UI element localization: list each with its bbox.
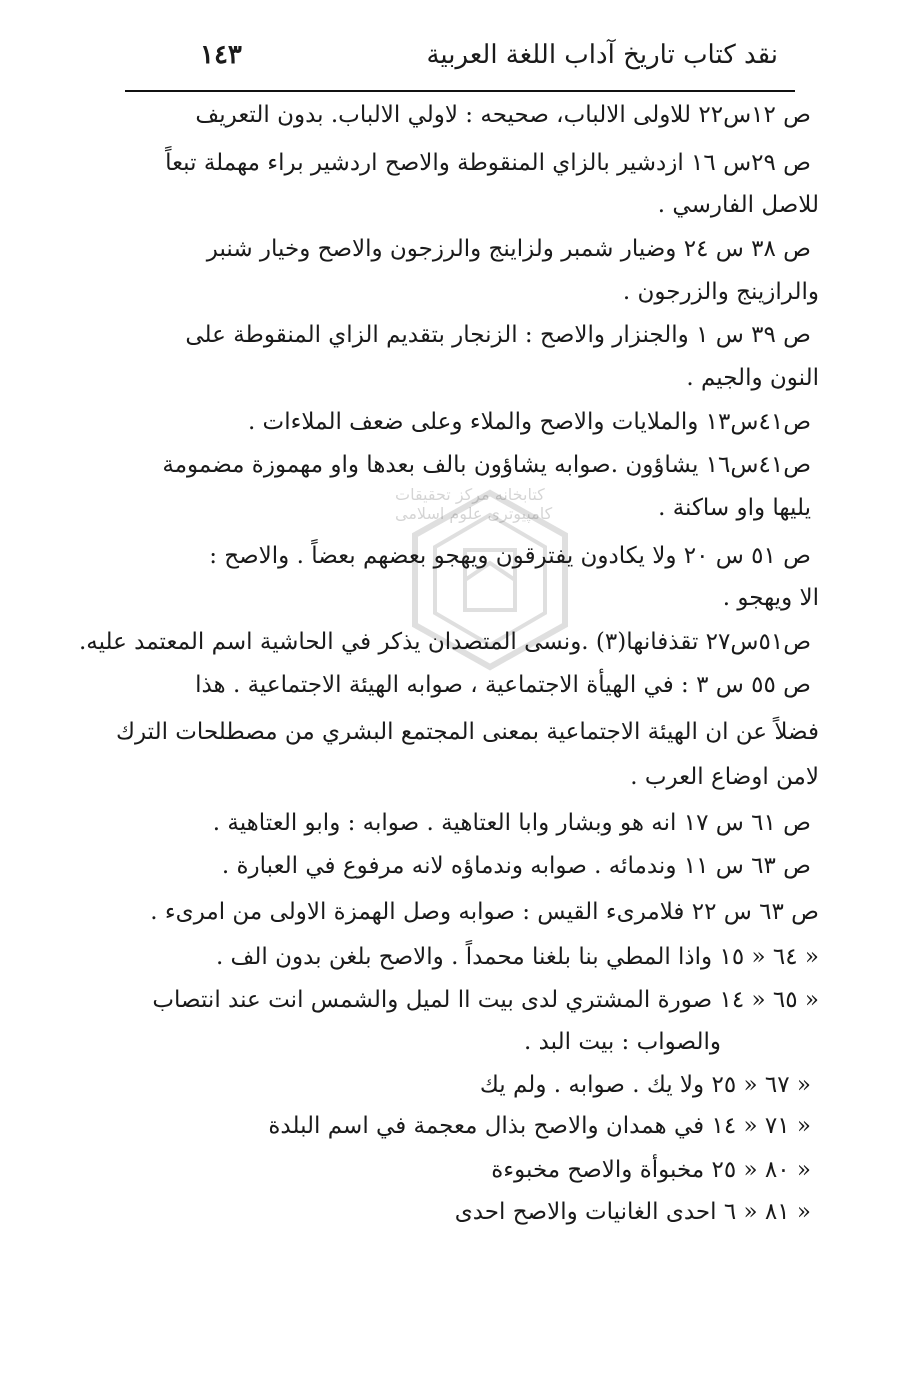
text-line: والصواب : بيت البد . [523,1029,721,1055]
text-line: النون والجيم . [686,365,819,391]
text-line: ص ٦٣ س ٢٢ فلامرىء القيس : صوابه وصل الهمزة الاولى من امرىء . [150,899,819,925]
text-line: يليها واو ساكنة . [658,495,811,521]
text-line: ص ٥١ س ٢٠ ولا يكادون يفترقون ويهجو بعضهم بعضاً . والاصح : [209,543,811,569]
text-line: « ٦٧ « ٢٥ ولا يك . صوابه . ولم يك [479,1072,811,1098]
text-line: الا ويهجو . [722,585,819,611]
text-line: « ٨٠ « ٢٥ مخبوأة والاصح مخبوءة [491,1157,811,1183]
text-line: ص٤١س١٦ يشاؤون .صوابه يشاؤون بالف بعدها واو مهموزة مضمومة [162,452,811,478]
text-line: ص ٦١ س ١٧ انه هو وبشار وابا العتاهية . صوابه : وابو العتاهية . [212,810,811,836]
text-line: ص ٢٩س ١٦ ازدشير بالزاي المنقوطة والاصح اردشير براء مهملة تبعاً [165,150,811,176]
text-line: « ٦٤ « ١٥ واذا المطي بنا بلغنا محمداً . والاصح بلغن بدون الف . [215,944,819,970]
text-line: لامن اوضاع العرب . [630,764,819,790]
text-line: ص ٥٥ س ٣ : في الهيأة الاجتماعية ، صوابه الهيئة الاجتماعية . هذا [195,672,811,698]
text-line: والرازينج والزرجون . [622,279,819,305]
text-line: « ٦٥ « ١٤ صورة المشتري لدى بيت اا لميل والشمس انت عند انتصاب [152,987,819,1013]
text-line: فضلاً عن ان الهيئة الاجتماعية بمعنى المجتمع البشري من مصطلحات الترك [115,719,819,745]
page-number: ١٤٣ [200,40,242,70]
text-line: ص ٦٣ س ١١ وندمائه . صوابه وندماؤه لانه مرفوع في العبارة . [221,853,811,879]
running-title: نقد كتاب تاريخ آداب اللغة العربية [426,40,778,70]
text-line: ص٤١س١٣ والملايات والاصح والملاء وعلى ضعف الملاءات . [247,409,811,435]
page-header [150,38,778,82]
text-line: « ٧١ « ١٤ في همدان والاصح بذال معجمة في اسم البلدة [268,1113,811,1139]
header-rule [125,90,795,92]
text-line: « ٨١ « ٦ احدى الغانيات والاصح احدى [454,1199,811,1225]
text-line: للاصل الفارسي . [657,192,819,218]
text-line: ص ٣٩ س ١ والجنزار والاصح : الزنجار بتقديم الزاي المنقوطة على [185,322,811,348]
text-line: ص ٣٨ س ٢٤ وضيار شمبر ولزاينج والرزجون والاصح وخيار شنبر [206,236,811,262]
text-line: ص ١٢س٢٢ للاولى الالباب، صحيحه : لاولي الالباب. بدون التعريف [195,102,811,128]
watermark-caption: كتابخانه مركز تحقيقات كامپيوتری علوم اسلامی [395,485,553,523]
text-line: ص٥١س٢٧ تقذفانها(٣) .ونسى المتصدان يذكر في الحاشية اسم المعتمد عليه. [78,629,811,655]
